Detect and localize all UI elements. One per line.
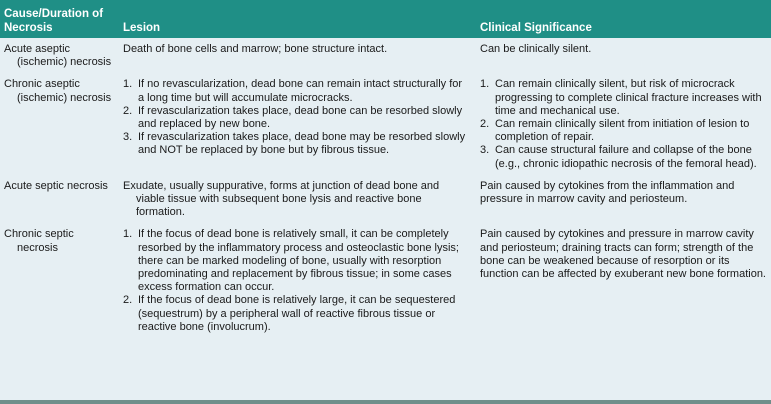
list-item xyxy=(480,118,767,144)
significance-text: Can be clinically silent. xyxy=(480,43,592,55)
list-text: Can remain clinically silent from initiation of lesion to completion of repair. xyxy=(495,118,750,144)
lesion-text: Exudate, usually suppurative, forms at junction of dead bone and viable tissue with subsequent bone lysis and reactive bone formation. xyxy=(123,179,440,219)
list-item xyxy=(123,228,470,294)
list-text: Can remain clinically silent, but risk of microcrack progressing to complete clinical fracture increases with time and mechanical use. xyxy=(495,78,762,117)
list-item xyxy=(480,144,767,170)
cause-cell xyxy=(0,223,119,338)
list-text: If revascularization takes place, dead bone can be resorbed slowly and replaced by new bone. xyxy=(138,104,463,131)
list-number: 1. xyxy=(123,228,133,241)
significance-cell xyxy=(474,73,771,174)
lesion-text: Death of bone cells and marrow; bone structure intact. xyxy=(123,43,388,55)
lesion-cell xyxy=(119,38,474,73)
list-text: If revascularization takes place, dead bone may be resorbed slowly and NOT be replaced by bone but by fibrous tissue. xyxy=(138,131,466,157)
table-row xyxy=(0,38,771,73)
list-number: 2. xyxy=(480,118,490,131)
list-number: 1. xyxy=(480,78,490,91)
list-text: If the focus of dead bone is relatively large, it can be sequestered (sequestrum) by a peripheral wall of reactive fibrous tissue or reactive bone (involucrum). xyxy=(138,294,456,333)
significance-text: Pain caused by cytokines from the inflammation and pressure in marrow cavity and periosteum. xyxy=(480,179,735,206)
header-significance: Clinical Significance xyxy=(480,22,592,34)
lesion-cell xyxy=(119,73,474,174)
header-lesion: Lesion xyxy=(123,22,161,34)
lesion-cell xyxy=(119,175,474,224)
table-row xyxy=(0,73,771,174)
list-item xyxy=(123,294,470,334)
table-row xyxy=(0,175,771,224)
list-item xyxy=(123,105,470,131)
list-item xyxy=(480,78,767,118)
list-number: 3. xyxy=(123,131,133,144)
lesion-cell xyxy=(119,223,474,338)
significance-cell xyxy=(474,38,771,73)
significance-cell xyxy=(474,175,771,224)
list-number: 3. xyxy=(480,144,490,157)
significance-list xyxy=(480,78,767,170)
cause-text: Chronic septic necrosis xyxy=(4,228,74,254)
lesion-list xyxy=(123,228,470,334)
cause-text: Chronic aseptic (ischemic) necrosis xyxy=(4,78,112,104)
cause-cell xyxy=(0,175,119,224)
list-number: 2. xyxy=(123,294,133,307)
list-text: If the focus of dead bone is relatively small, it can be completely resorbed by the inflammatory process and osteoclastic bone lysis; there can be marked modeling of bone, usually with resorption predominating and replacement by fibrous tissue; in some cases excess formation can occur. xyxy=(138,228,459,294)
significance-text: Pain caused by cytokines and pressure in marrow cavity and periosteum; draining tracts can form; strength of the bone can be weakened because of resorption or its function can be affected by exuberant new bone formation. xyxy=(480,228,766,281)
cause-text: Acute aseptic (ischemic) necrosis xyxy=(4,43,112,69)
list-text: Can cause structural failure and collapse of the bone (e.g., chronic idiopathic necrosis of the femoral head). xyxy=(495,144,757,170)
header-cause: Cause/Duration of Necrosis xyxy=(4,8,104,34)
cause-cell xyxy=(0,73,119,174)
lesion-list xyxy=(123,78,470,157)
list-item xyxy=(123,78,470,104)
list-text: If no revascularization, dead bone can remain intact structurally for a long time but will accumulate microcracks. xyxy=(138,78,463,104)
cause-text: Acute septic necrosis xyxy=(4,179,108,192)
list-item xyxy=(123,131,470,157)
table-header-row xyxy=(0,0,771,38)
list-number: 2. xyxy=(123,104,133,117)
significance-cell xyxy=(474,223,771,338)
cause-cell xyxy=(0,38,119,73)
list-number: 1. xyxy=(123,78,133,91)
table-row xyxy=(0,223,771,338)
